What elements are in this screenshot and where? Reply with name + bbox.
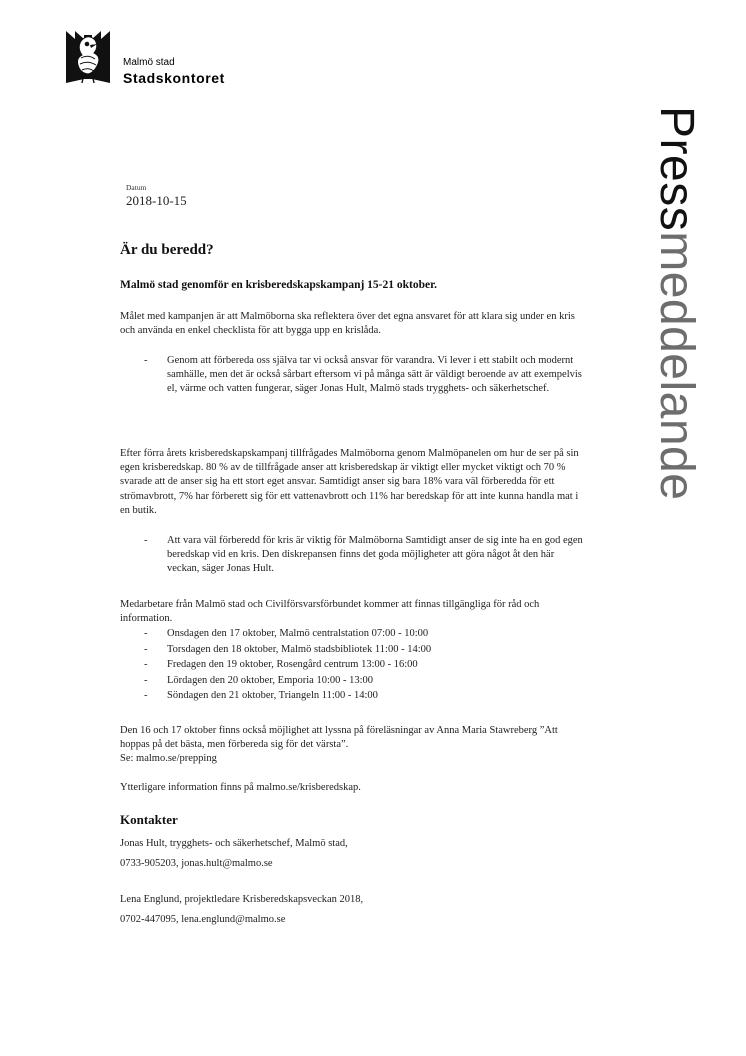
bullet-dash: - bbox=[144, 643, 148, 655]
list-item bbox=[144, 626, 574, 642]
bullet-dash: - bbox=[144, 674, 148, 686]
bullet-dash: - bbox=[144, 690, 148, 701]
event-date: Onsdagen den 17 oktober, Malmö centralstation 07:00 - 10:00 bbox=[167, 628, 429, 639]
prepping-link: Se: malmo.se/prepping bbox=[120, 753, 217, 765]
survey-paragraph: Efter förra årets krisberedskapskampanj tillfrågades Malmöborna genom Malmöpanelen om hur de ser på sin egen krisberedskap. 80 % av de tillfrågade anser att krisberedskap är viktigt eller mycket viktigt och 70 % svarade att de anser sig ha ett stort eget ansvar. Samtidigt anser sig bara 18% vara väl förberedda för ett strömavbrott, 7% har förberett sig för ett vattenavbrott och 11% har beredskap för att inte kunna handla mat i en butik. bbox=[120, 448, 579, 516]
side-label-dark: Press bbox=[650, 106, 703, 232]
contact-phone-email: 0733-905203, jonas.hult@malmo.se bbox=[120, 858, 273, 869]
page-title: Är du beredd? bbox=[120, 242, 214, 258]
event-date: Fredagen den 19 oktober, Rosengård centrum 13:00 - 16:00 bbox=[167, 659, 418, 670]
list-item bbox=[144, 673, 574, 689]
quote-text: Genom att förbereda oss själva tar vi också ansvar för varandra. Vi lever i ett stabilt och modernt samhälle, men det är också sårbart eftersom vi på många sätt är väldigt beroende av att exempelvis el, värme och vatten fungerar, säger Jonas Hult, Malmö stads trygghets- och säkerhetschef. bbox=[167, 355, 582, 395]
event-date: Söndagen den 21 oktober, Triangeln 11:00 - 14:00 bbox=[167, 690, 378, 701]
contact-name-line: Lena Englund, projektledare Krisberedskapsveckan 2018, bbox=[120, 894, 364, 905]
quote-block bbox=[144, 354, 584, 397]
list-item bbox=[144, 657, 574, 673]
lead-text: Malmö stad genomför en krisberedskapskampanj 15-21 oktober. bbox=[120, 279, 438, 291]
malmo-logo-icon bbox=[60, 27, 116, 87]
list-item bbox=[144, 688, 574, 704]
date-label: Datum bbox=[126, 183, 147, 192]
lectures-text: Den 16 och 17 oktober finns också möjlighet att lyssna på föreläsningar av Anna Maria Stawreberg ”Att hoppas på det bästa, men förbereda sig för det värsta”. bbox=[120, 725, 558, 751]
bullet-dash: - bbox=[144, 659, 148, 670]
list-item bbox=[144, 642, 574, 658]
lectures-paragraph bbox=[120, 724, 590, 767]
more-info-paragraph: Ytterligare information finns på malmo.se/krisberedskap. bbox=[120, 782, 361, 793]
contact-phone-email: 0702-447095, lena.englund@malmo.se bbox=[120, 914, 286, 925]
date-value: 2018-10-15 bbox=[126, 193, 187, 208]
bullet-dash: - bbox=[144, 628, 148, 639]
intro-paragraph: Målet med kampanjen är att Malmöborna ska reflektera över det egna ansvaret för att klara sig under en kris och använda en enkel checklista för att bygga upp en krislåda. bbox=[120, 311, 575, 337]
bullet-dash: - bbox=[144, 355, 148, 366]
org-name-department: Stadskontoret bbox=[123, 70, 225, 86]
contacts-heading: Kontakter bbox=[120, 812, 178, 827]
bullet-dash: - bbox=[144, 535, 148, 546]
event-date: Torsdagen den 18 oktober, Malmö stadsbibliotek 11:00 - 14:00 bbox=[167, 643, 432, 655]
event-date: Lördagen den 20 oktober, Emporia 10:00 - 13:00 bbox=[167, 674, 374, 686]
event-dates-list bbox=[144, 626, 574, 704]
side-label-light: meddelande bbox=[650, 231, 703, 501]
press-release-side-label bbox=[640, 98, 706, 548]
quote-block bbox=[144, 534, 584, 577]
org-name-small: Malmö stad bbox=[123, 57, 175, 68]
contact-name-line: Jonas Hult, trygghets- och säkerhetschef, Malmö stad, bbox=[120, 838, 348, 849]
staff-paragraph: Medarbetare från Malmö stad och Civilförsvarsförbundet kommer att finnas tillgängliga för råd och information. bbox=[120, 599, 540, 625]
quote-text: Att vara väl förberedd för kris är viktig för Malmöborna Samtidigt anser de sig inte ha en god egen beredskap vid en kris. Den diskrepansen finns det goda möjligheter att göra något åt den här veckan, säger Jonas Hult. bbox=[167, 535, 583, 575]
